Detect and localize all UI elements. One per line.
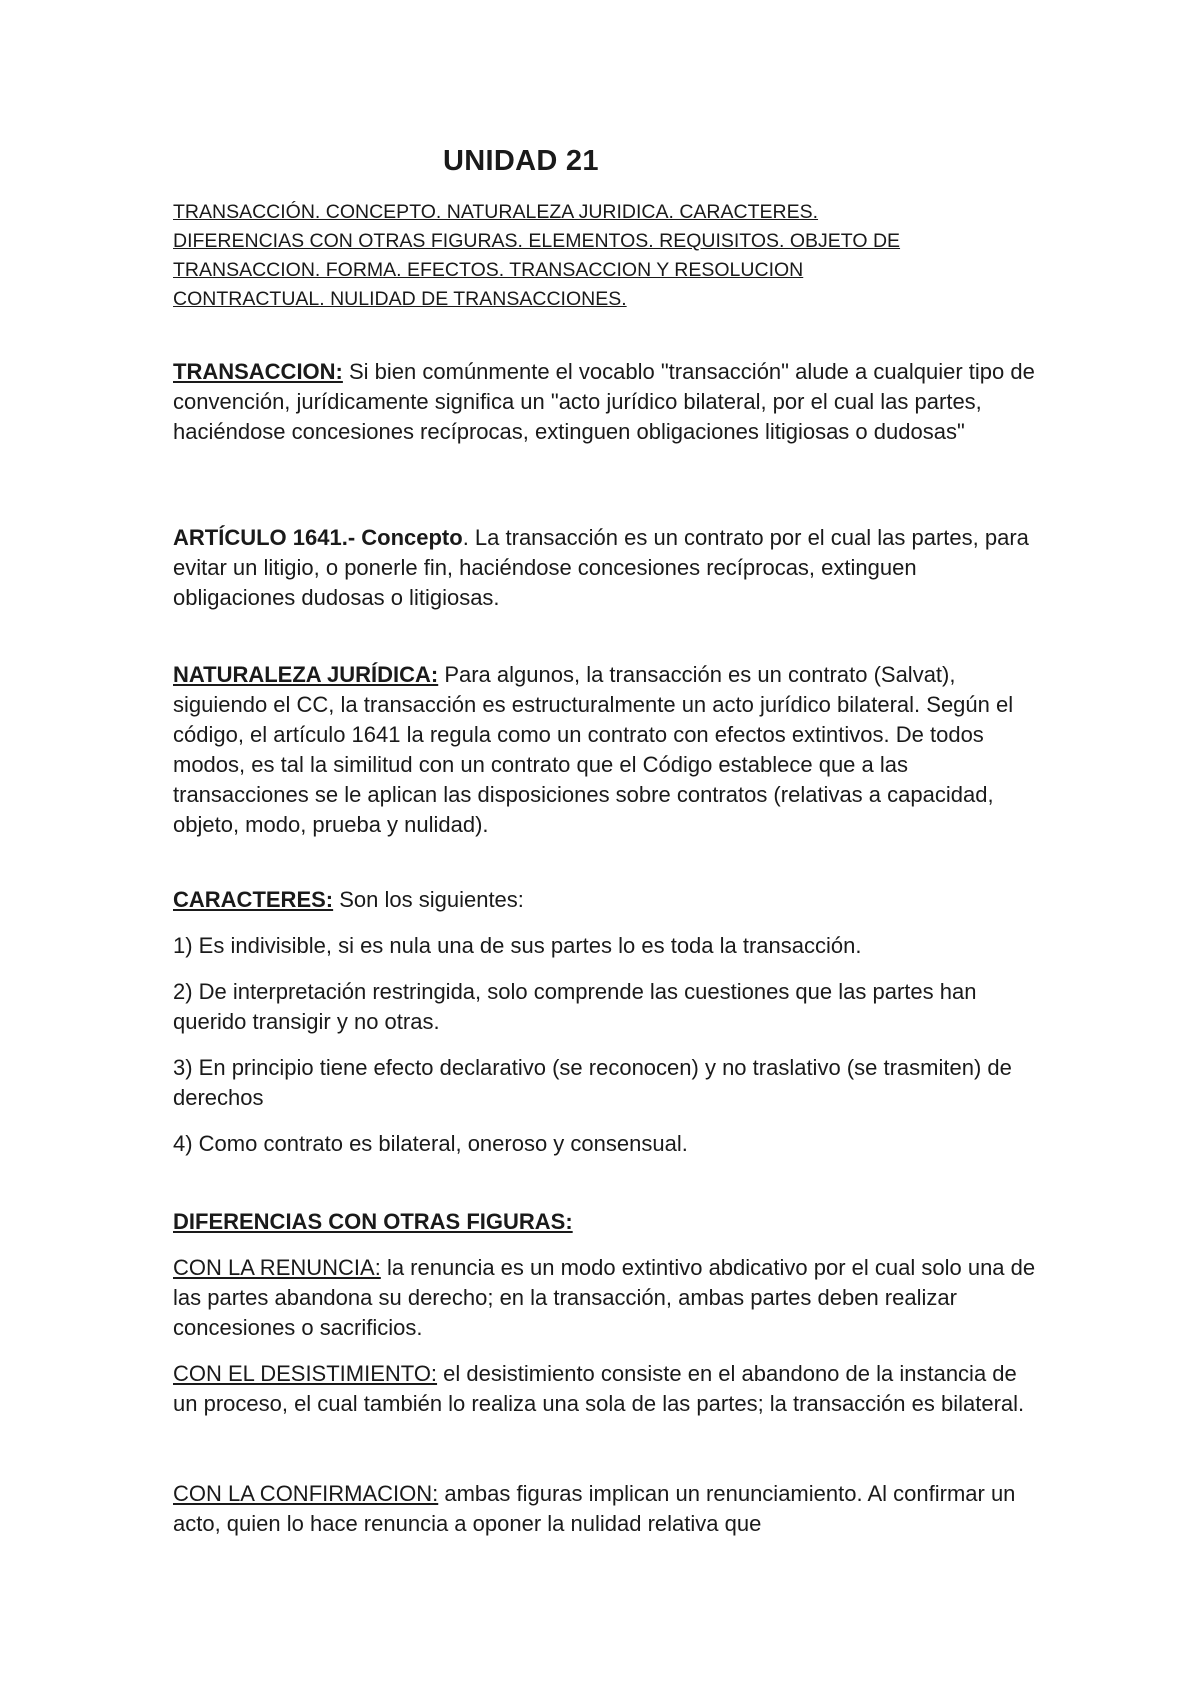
renuncia-paragraph — [173, 1253, 1043, 1343]
caracteres-item: 2) De interpretación restringida, solo comprende las cuestiones que las partes han querido transigir y no otras. — [173, 979, 977, 1034]
confirmacion-text: ambas figuras implican un renunciamiento. Al confirmar un acto, quien lo hace renuncia a oponer la nulidad relativa que — [173, 1481, 1016, 1536]
syllabus-line: CONTRACTUAL. NULIDAD DE TRANSACCIONES. — [173, 288, 627, 310]
naturaleza-heading: NATURALEZA JURÍDICA: — [173, 662, 439, 687]
transaccion-paragraph — [173, 357, 1043, 447]
caracteres-item: 1) Es indivisible, si es nula una de sus partes lo es toda la transacción. — [173, 933, 862, 958]
articulo-heading: ARTÍCULO 1641.- Concepto — [173, 525, 463, 550]
articulo-paragraph — [173, 523, 1043, 613]
desistimiento-paragraph — [173, 1359, 1043, 1419]
renuncia-label: CON LA RENUNCIA: — [173, 1255, 381, 1280]
syllabus-line: DIFERENCIAS CON OTRAS FIGURAS. ELEMENTOS. REQUISITOS. OBJETO DE — [173, 230, 901, 252]
confirmacion-paragraph — [173, 1479, 1043, 1539]
confirmacion-label: CON LA CONFIRMACION: — [173, 1481, 439, 1506]
desistimiento-label: CON EL DESISTIMIENTO: — [173, 1361, 438, 1386]
syllabus-summary — [173, 198, 1043, 314]
naturaleza-text: Para algunos, la transacción es un contrato (Salvat), siguiendo el CC, la transacción es estructuralmente un acto jurídico bilateral. Según el código, el artículo 1641 la regula como un contrato con efectos extintivos. De todos modos, es tal la similitud con un contrato que el Código establece que a las transacciones se le aplican las disposiciones sobre contratos (relativas a capacidad, objeto, modo, prueba y nulidad). — [173, 662, 1014, 837]
caracteres-text: Son los siguientes: — [333, 887, 524, 912]
naturaleza-paragraph — [173, 660, 1043, 840]
articulo-text: . La transacción es un contrato por el cual las partes, para evitar un litigio, o ponerle fin, haciéndose concesiones recíprocas, extinguen obligaciones dudosas o litigiosas. — [173, 525, 1029, 610]
caracteres-heading: CARACTERES: — [173, 887, 334, 912]
syllabus-line: TRANSACCIÓN. CONCEPTO. NATURALEZA JURIDICA. CARACTERES. — [173, 201, 819, 223]
transaccion-text: Si bien comúnmente el vocablo "transacción" alude a cualquier tipo de convención, jurídicamente significa un "acto jurídico bilateral, por el cual las partes, haciéndose concesiones recíprocas, extinguen obligaciones litigiosas o dudosas" — [173, 359, 1035, 444]
transaccion-heading: TRANSACCION: — [173, 359, 343, 384]
renuncia-text: la renuncia es un modo extintivo abdicativo por el cual solo una de las partes abandona su derecho; en la transacción, ambas partes deben realizar concesiones o sacrificios. — [173, 1255, 1036, 1340]
desistimiento-text: el desistimiento consiste en el abandono de la instancia de un proceso, el cual también lo realiza una sola de las partes; la transacción es bilateral. — [173, 1361, 1025, 1416]
unit-title: UNIDAD 21 — [443, 145, 599, 177]
syllabus-line: TRANSACCION. FORMA. EFECTOS. TRANSACCION Y RESOLUCION — [173, 259, 804, 281]
caracteres-item: 3) En principio tiene efecto declarativo (se reconocen) y no traslativo (se trasmiten) de derechos — [173, 1055, 1012, 1110]
diferencias-paragraph — [173, 1207, 1043, 1237]
caracteres-paragraph — [173, 885, 1043, 915]
diferencias-heading: DIFERENCIAS CON OTRAS FIGURAS: — [173, 1209, 573, 1234]
caracteres-item: 4) Como contrato es bilateral, oneroso y consensual. — [173, 1131, 688, 1156]
